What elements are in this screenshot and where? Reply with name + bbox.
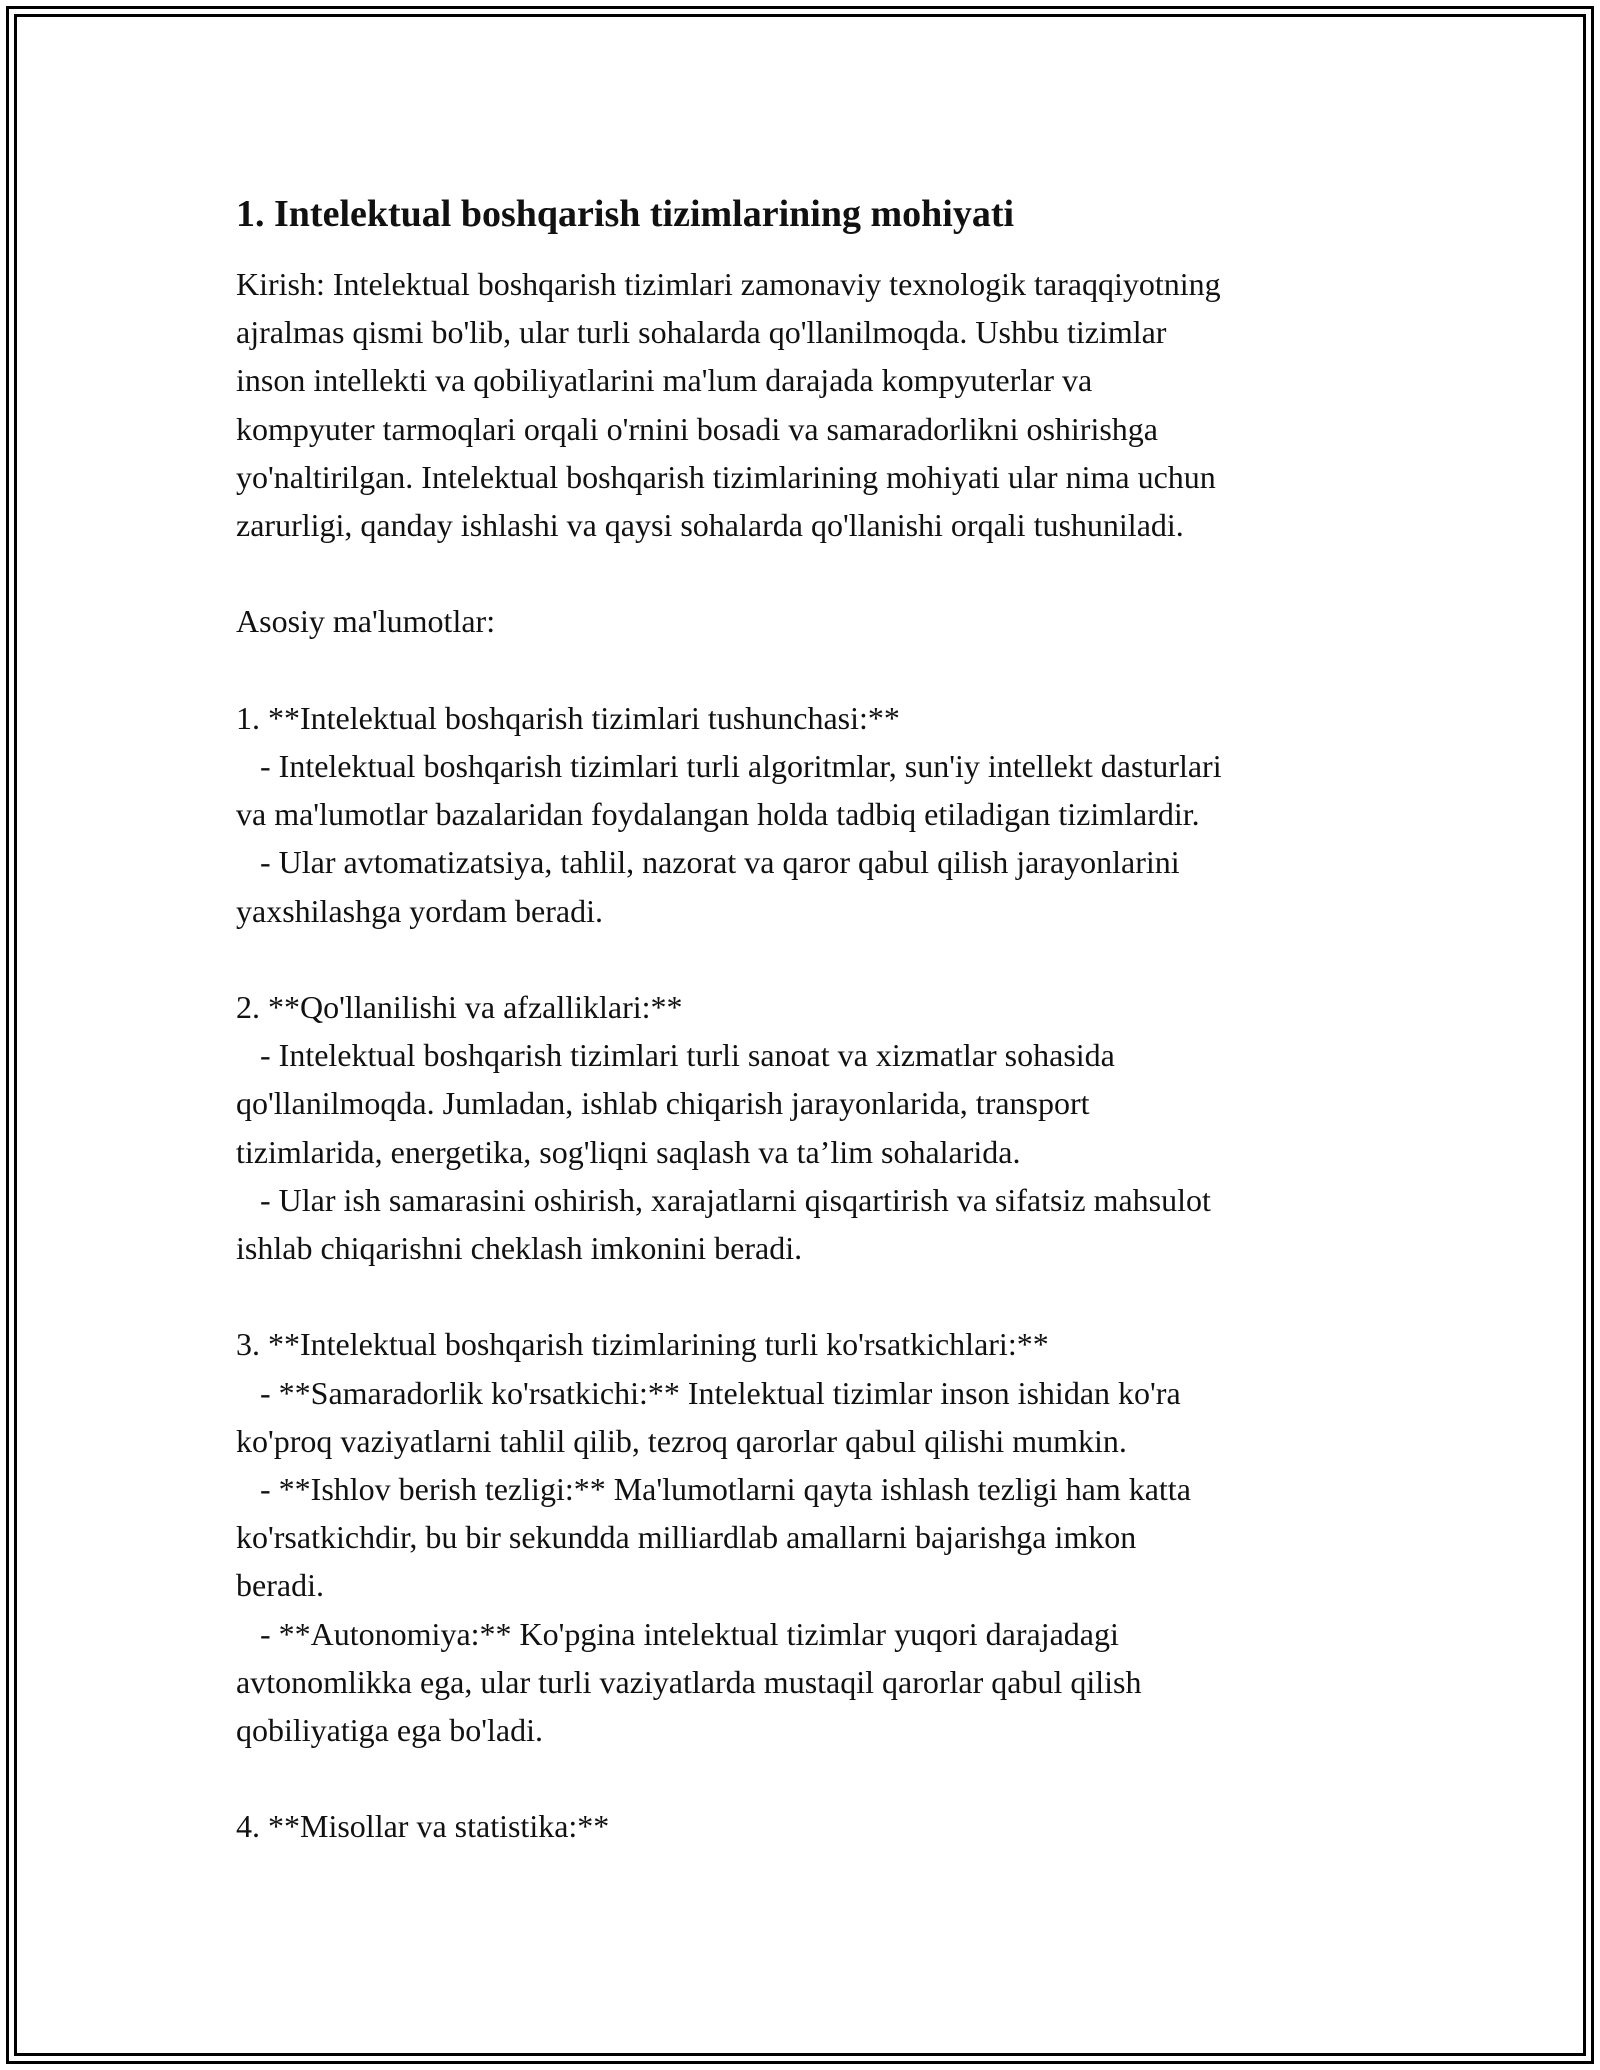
blank-line [236,1272,1376,1320]
blank-line [236,1754,1376,1802]
text-line: Asosiy ma'lumotlar: [236,603,496,640]
section-heading: 1. Intelektual boshqarish tizimlarining mohiyati [236,193,1015,235]
text-line: yaxshilashga yordam beradi. [236,892,603,929]
text-line: ko'proq vaziyatlarni tahlil qilib, tezroq qarorlar qabul qilishi mumkin. [236,1422,1127,1459]
text-line: inson intellekti va qobiliyatlarini ma'lum darajada kompyuterlar va [236,362,1093,399]
text-line: - Intelektual boshqarish tizimlari turli algoritmlar, sun'iy intellekt dasturlari [236,748,1222,784]
blank-line [236,935,1376,983]
text-line: ishlab chiqarishni cheklash imkonini beradi. [236,1230,803,1267]
text-line: tizimlarida, energetika, sog'liqni saqlash va ta’lim sohalarida. [236,1133,1021,1170]
text-line: Kirish: Intelektual boshqarish tizimlari zamonaviy texnologik taraqqiyotning [236,266,1221,302]
text-line: zarurligi, qanday ishlashi va qaysi sohalarda qo'llanishi orqali tushuniladi. [236,507,1184,544]
text-line: va ma'lumotlar bazalaridan foydalangan holda tadbiq etiladigan tizimlardir. [236,796,1200,833]
text-line: - Ular avtomatizatsiya, tahlil, nazorat va qaror qabul qilish jarayonlarini [236,844,1180,881]
text-line: kompyuter tarmoqlari orqali o'rnini bosadi va samaradorlikni oshirishga [236,410,1158,447]
text-line: - Intelektual boshqarish tizimlari turli sanoat va xizmatlar sohasida [236,1037,1115,1074]
text-line: ajralmas qismi bo'lib, ular turli sohalarda qo'llanilmoqda. Ushbu tizimlar [236,314,1167,351]
text-line: - **Samaradorlik ko'rsatkichi:** Intelektual tizimlar inson ishidan ko'ra [236,1374,1181,1411]
text-line: - Ular ish samarasini oshirish, xarajatlarni qisqartirish va sifatsiz mahsulot [236,1181,1211,1218]
text-line: yo'naltirilgan. Intelektual boshqarish tizimlarining mohiyati ular nima uchun [236,458,1216,495]
text-line: 1. **Intelektual boshqarish tizimlari tushunchasi:** [236,699,900,736]
text-line: - **Autonomiya:** Ko'pgina intelektual tizimlar yuqori darajadagi [236,1615,1119,1652]
text-line: - **Ishlov berish tezligi:** Ma'lumotlarni qayta ishlash tezligi ham katta [236,1471,1191,1508]
text-line: ko'rsatkichdir, bu bir sekundda milliardlab amallarni bajarishga imkon [236,1519,1137,1556]
text-line: qo'llanilmoqda. Jumladan, ishlab chiqarish jarayonlarida, transport [236,1085,1090,1122]
text-line: 2. **Qo'llanilishi va afzalliklari:** [236,989,683,1025]
text-line: beradi. [236,1567,324,1604]
text-lines [236,260,1376,1851]
blank-line [236,646,1376,694]
document-body [236,188,1376,1851]
text-line: 3. **Intelektual boshqarish tizimlarining turli ko'rsatkichlari:** [236,1326,1049,1363]
blank-line [236,549,1376,597]
text-line: qobiliyatiga ega bo'ladi. [236,1712,544,1749]
text-line: 4. **Misollar va statistika:** [236,1808,610,1845]
text-line: avtonomlikka ega, ular turli vaziyatlarda mustaqil qarorlar qabul qilish [236,1663,1142,1700]
